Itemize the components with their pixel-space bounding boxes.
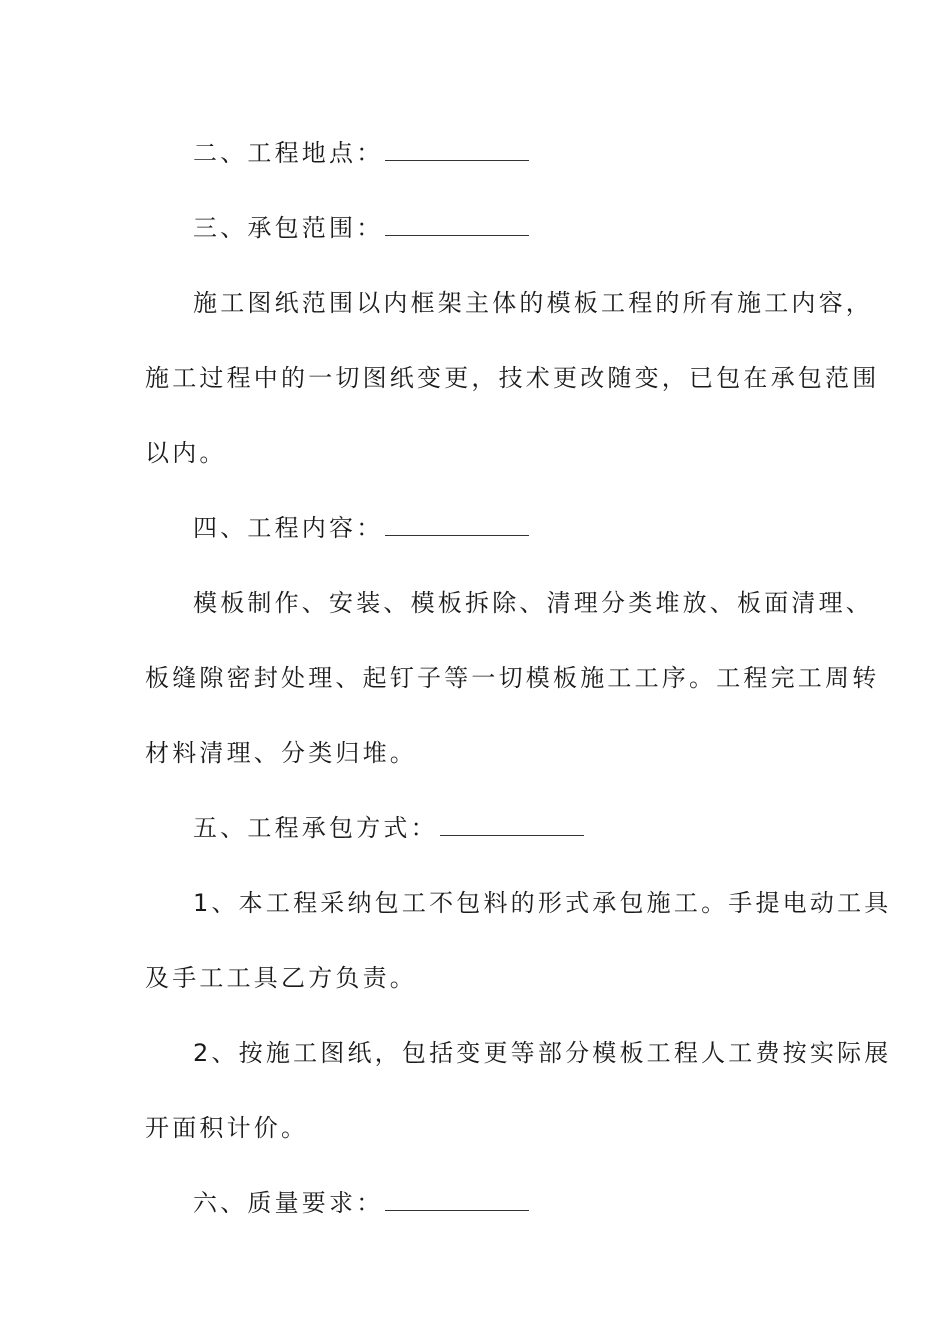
content-label: 四、工程内容： <box>193 514 384 542</box>
method-item-line: 1、本工程采纳包工不包料的形式承包施工。手提电动工具 <box>193 889 892 917</box>
scope-heading <box>193 213 810 243</box>
quality-label: 六、质量要求： <box>193 1189 384 1217</box>
content-blank-field[interactable] <box>385 513 529 536</box>
scope-paragraph-line: 以内。 <box>145 439 227 467</box>
content-heading <box>193 513 810 543</box>
method-item-line: 及手工工具乙方负责。 <box>145 964 417 992</box>
scope-paragraph-line: 施工图纸范围以内框架主体的模板工程的所有施工内容， <box>193 289 873 317</box>
method-label: 五、工程承包方式： <box>193 814 438 842</box>
scope-blank-field[interactable] <box>385 213 529 236</box>
scope-label: 三、承包范围： <box>193 214 384 242</box>
method-item-line: 开面积计价。 <box>145 1114 309 1142</box>
quality-heading <box>193 1188 810 1218</box>
quality-blank-field[interactable] <box>385 1188 529 1211</box>
content-paragraph-line: 板缝隙密封处理、起钉子等一切模板施工工序。工程完工周转 <box>145 664 880 692</box>
content-paragraph-line: 模板制作、安装、模板拆除、清理分类堆放、板面清理、 <box>193 589 873 617</box>
method-heading <box>193 813 810 843</box>
method-item-line: 2、按施工图纸，包括变更等部分模板工程人工费按实际展 <box>193 1039 892 1067</box>
scope-paragraph-line: 施工过程中的一切图纸变更，技术更改随变，已包在承包范围 <box>145 364 880 392</box>
method-blank-field[interactable] <box>440 813 584 836</box>
content-paragraph-line: 材料清理、分类归堆。 <box>145 739 417 767</box>
location-heading <box>193 138 810 168</box>
location-blank-field[interactable] <box>385 138 529 161</box>
location-label: 二、工程地点： <box>193 139 384 167</box>
